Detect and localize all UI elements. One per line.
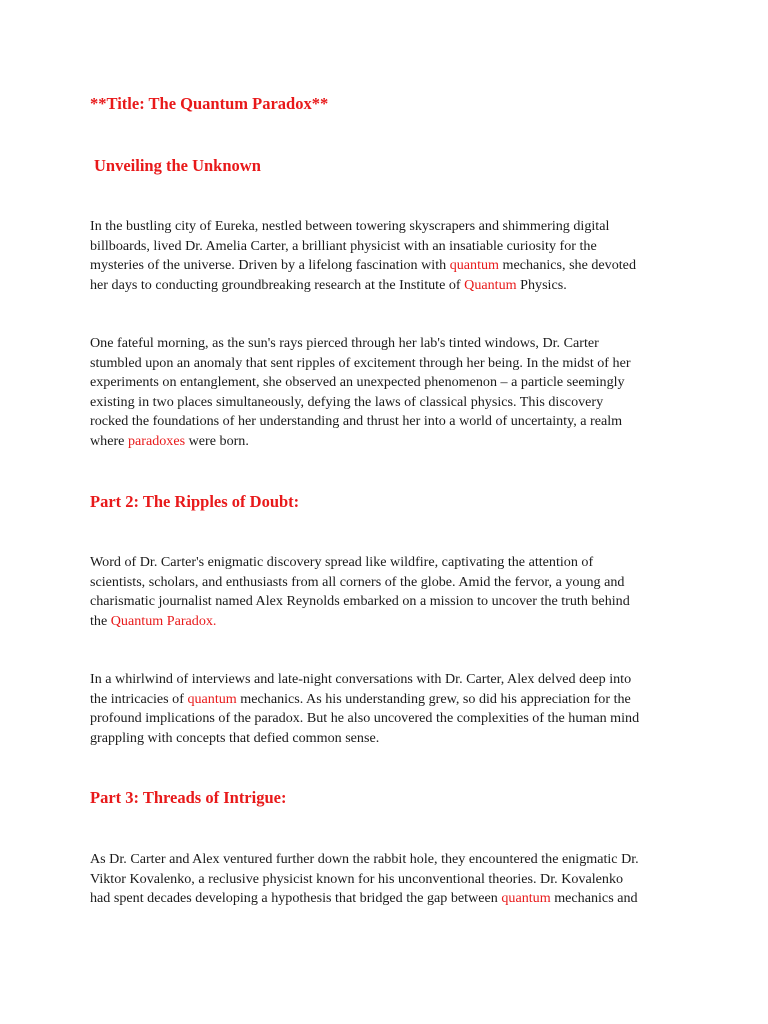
text-run: where: [90, 432, 128, 449]
paragraph: [90, 553, 690, 631]
text-run: grappling with concepts that defied common sense.: [90, 729, 380, 746]
section-heading: Part 2: The Ripples of Doubt:: [90, 492, 300, 511]
text-line: [90, 412, 690, 432]
text-line: [90, 709, 690, 729]
text-run: profound implications of the paradox. But he also uncovered the complexities of the human mind: [90, 710, 640, 726]
text-run: Physics.: [516, 276, 567, 293]
text-line: [90, 553, 690, 573]
text-run: mysteries of the universe. Driven by a lifelong fascination with: [90, 257, 450, 273]
text-run: In a whirlwind of interviews and late-night conversations with Dr. Carter, Alex delved deep into: [90, 671, 632, 687]
text-run: stumbled upon an anomaly that sent ripples of excitement through her being. In the midst of her: [90, 354, 631, 371]
text-line: [90, 592, 690, 612]
section-heading: Unveiling the Unknown: [94, 156, 261, 175]
text-line: [90, 432, 690, 452]
text-run: the intricacies of: [90, 690, 188, 707]
text-run: her days to conducting groundbreaking research at the Institute of: [90, 276, 465, 293]
text-line: [90, 373, 690, 393]
text-line: [90, 573, 690, 593]
text-line: [90, 237, 690, 257]
text-line: [90, 870, 690, 890]
text-line: [90, 276, 690, 296]
text-line: [90, 690, 690, 710]
text-line: [90, 354, 690, 374]
highlighted-term: Quantum: [464, 276, 517, 293]
text-line: [90, 612, 690, 632]
text-run: billboards, lived Dr. Amelia Carter, a brilliant physicist with an insatiable curiosity for the: [90, 237, 597, 254]
text-run: existing in two places simultaneously, defying the laws of classical physics. This discovery: [90, 393, 604, 410]
highlighted-term: quantum: [449, 257, 500, 273]
highlighted-term: quantum: [501, 890, 551, 906]
text-run: Word of Dr. Carter's enigmatic discovery spread like wildfire, captivating the attention of: [90, 554, 594, 570]
paragraph: [90, 850, 690, 909]
text-run: As Dr. Carter and Alex ventured further down the rabbit hole, they encountered the enigmatic Dr.: [90, 851, 639, 867]
text-line: [90, 256, 690, 276]
text-run: Viktor Kovalenko, a reclusive physicist known for his unconventional theories. Dr. Kovalenko: [90, 870, 624, 887]
paragraph: [90, 670, 690, 748]
text-run: were born.: [185, 432, 249, 449]
text-run: scientists, scholars, and enthusiasts from all corners of the globe. Amid the fervor, a young and: [90, 573, 625, 590]
paragraph: [90, 334, 690, 451]
text-line: [90, 889, 690, 909]
text-run: experiments on entanglement, she observed an unexpected phenomenon – a particle seemingly: [90, 374, 625, 390]
text-run: mechanics and: [550, 890, 638, 906]
section-heading: Part 3: Threads of Intrigue:: [90, 788, 287, 807]
text-run: mechanics. As his understanding grew, so did his appreciation for the: [236, 690, 631, 707]
text-line: [90, 217, 690, 237]
text-line: [90, 670, 690, 690]
document-title: **Title: The Quantum Paradox**: [90, 94, 329, 113]
text-run: had spent decades developing a hypothesis that bridged the gap between: [90, 890, 502, 906]
text-line: [90, 393, 690, 413]
text-run: In the bustling city of Eureka, nestled between towering skyscrapers and shimmering digital: [90, 218, 610, 234]
text-run: mechanics, she devoted: [499, 257, 636, 273]
text-run: rocked the foundations of her understanding and thrust her into a world of uncertainty, a realm: [90, 413, 623, 429]
text-line: [90, 334, 690, 354]
highlighted-term: Quantum Paradox.: [110, 612, 217, 629]
text-run: the: [90, 612, 111, 629]
text-line: [90, 850, 690, 870]
highlighted-term: paradoxes: [127, 432, 186, 449]
paragraph: [90, 217, 690, 295]
text-run: charismatic journalist named Alex Reynolds embarked on a mission to uncover the truth behind: [90, 593, 630, 609]
text-line: [90, 729, 690, 749]
text-run: One fateful morning, as the sun's rays pierced through her lab's tinted windows, Dr. Carter: [90, 335, 599, 351]
highlighted-term: quantum: [187, 690, 237, 707]
